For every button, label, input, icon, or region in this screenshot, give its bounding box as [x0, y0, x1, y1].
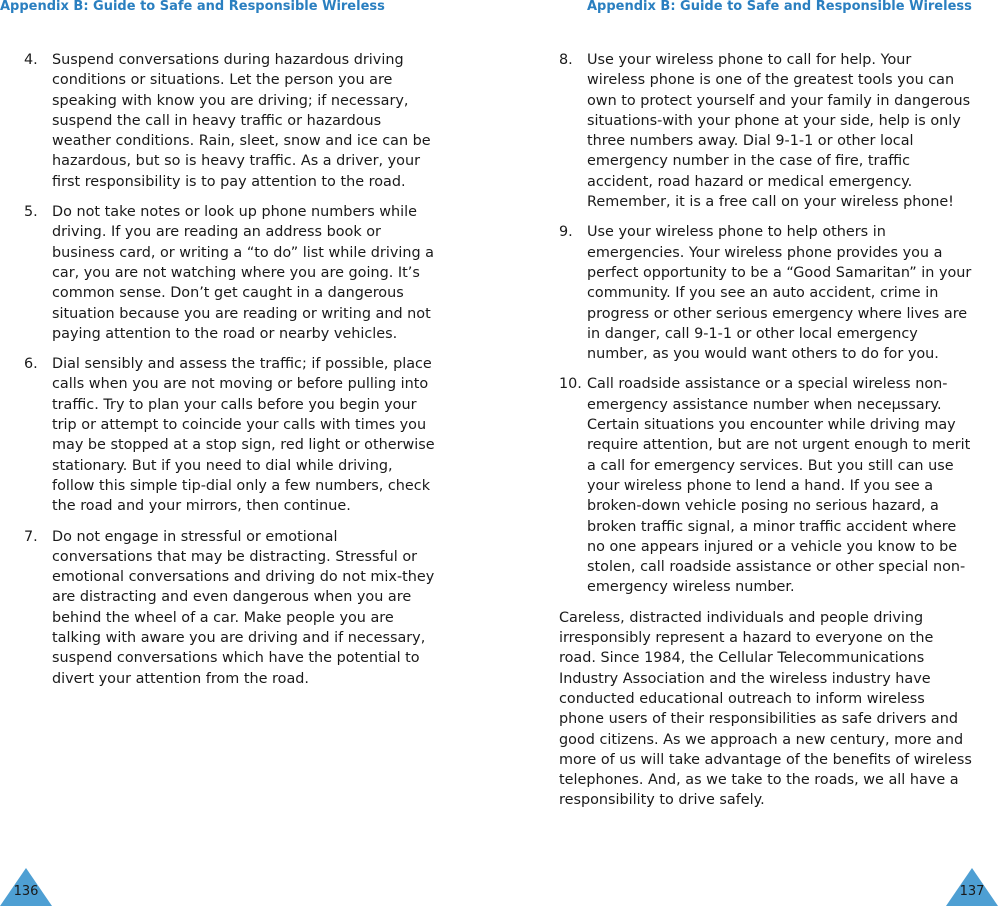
- list-item: [559, 374, 973, 597]
- list-item-text: Do not engage in stressful or emotional conversations that may be distracting. Stressful or emotional conversations and driving do not mix-they are distracting and even dangerous when you are behind the wheel of a car. Make people you are talking with aware you are driving and if necessary, suspend conversations which have the potential to divert your attention from the road.: [52, 528, 435, 687]
- page-number-tab-right: [946, 868, 998, 906]
- running-head-right: Appendix B: Guide to Safe and Responsible Wireless: [587, 0, 972, 14]
- list-item-text: Call roadside assistance or a special wireless non-emergency assistance number when neceµssary. Certain situations you encounter while driving may require attention, but are not urgent enough to merit a call for emergency services. But you still can use your wireless phone to lend a hand. If you see a broken-down vehicle posing no serious hazard, a broken traffic signal, a minor traffic accident where no one appears injured or a vehicle you know to be stolen, call roadside assistance or other special non-emergency wireless number.: [587, 376, 971, 596]
- list-item-text: Dial sensibly and assess the traffic; if possible, place calls when you are not moving or before pulling into traffic. Try to plan your calls before you begin your trip or attempt to coincide your calls with times you may be stopped at a stop sign, red light or otherwise stationary. But if you need to dial while driving, follow this simple tip-dial only a few numbers, check the road and your mirrors, then continue.: [52, 356, 435, 515]
- list-item-number: 10.: [559, 376, 582, 393]
- list-item-number: 9.: [559, 224, 573, 241]
- list-item: [24, 527, 436, 689]
- list-item-number: 4.: [24, 52, 38, 68]
- list-item-text: Do not take notes or look up phone numbers while driving. If you are reading an address book or business card, or writing a “to do” list while driving a car, you are not watching where you are going. It’s common sense. Don’t get caught in a dangerous situation because you are reading or writing and not paying attention to the road or nearby vehicles.: [52, 204, 434, 342]
- page-number-tab-left: [0, 868, 52, 906]
- page-number-right: 137: [959, 884, 985, 899]
- list-item: [559, 222, 973, 364]
- list-item-text: Use your wireless phone to call for help. Your wireless phone is one of the greatest tools you can own to protect yourself and your family in dangerous situations-with your phone at your side, help is only three numbers away. Dial 9-1-1 or other local emergency number in the case of fire, traffic accident, road hazard or medical emergency. Remember, it is a free call on your wireless phone!: [587, 52, 971, 211]
- right-numbered-list: [559, 50, 973, 598]
- left-numbered-list: [24, 50, 436, 689]
- list-item-number: 8.: [559, 52, 573, 68]
- list-item-number: 5.: [24, 204, 38, 221]
- list-item: [24, 50, 436, 192]
- right-page-body: [559, 50, 973, 811]
- list-item: [24, 202, 436, 344]
- page-number-left: 136: [13, 884, 39, 899]
- list-item-number: 7.: [24, 528, 38, 545]
- list-item: [24, 354, 436, 516]
- list-item-text: Use your wireless phone to help others in emergencies. Your wireless phone provides you a perfect opportunity to be a “Good Samaritan” in your community. If you see an auto accident, crime in progress or other serious emergency where lives are in danger, call 9-1-1 or other local emergency number, as you would want others to do for you.: [587, 224, 972, 363]
- list-item-number: 6.: [24, 356, 38, 373]
- closing-paragraph: Careless, distracted individuals and people driving irresponsibly represent a hazard to everyone on the road. Since 1984, the Cellular Telecommunications Industry Association and the wireless industry have conducted educational outreach to inform wireless phone users of their responsibilities as safe drivers and good citizens. As we approach a new century, more and more of us will take advantage of the benefits of wireless telephones. And, as we take to the roads, we all have a responsibility to drive safely.: [559, 609, 972, 809]
- left-page-body: [24, 50, 436, 699]
- list-item: [559, 50, 973, 212]
- running-head-left: Appendix B: Guide to Safe and Responsible Wireless: [0, 0, 385, 14]
- list-item-text: Suspend conversations during hazardous driving conditions or situations. Let the person you are speaking with know you are driving; if necessary, suspend the call in heavy traffic or hazardous weather conditions. Rain, sleet, snow and ice can be hazardous, but so is heavy traffic. As a driver, your first responsibility is to pay attention to the road.: [52, 52, 431, 190]
